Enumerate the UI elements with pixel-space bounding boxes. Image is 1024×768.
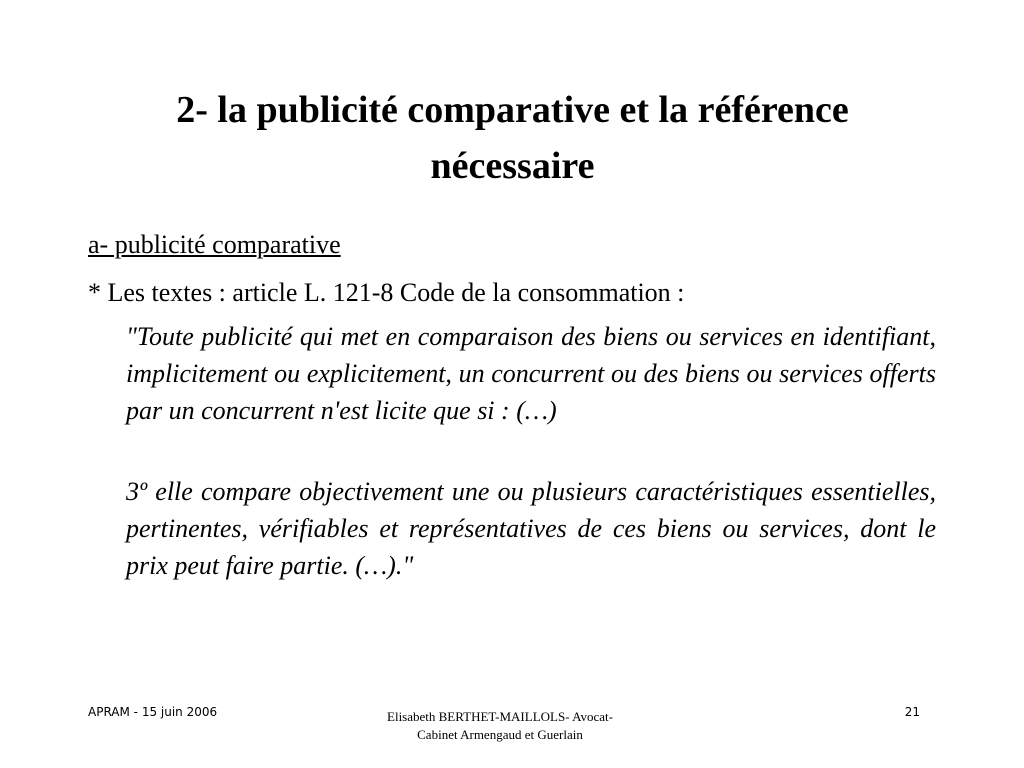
footer-event-date: APRAM - 15 juin 2006	[88, 705, 218, 719]
footer-author	[320, 708, 680, 744]
section-subheading: a- publicité comparative	[88, 230, 341, 259]
quote-paragraph-2: 3º elle compare objectivement une ou plusieurs caractéristiques essentielles, pertinentes, vérifiables et représentatives de ces biens ou services, dont le prix peut faire partie. (…)."	[126, 477, 936, 580]
page-number: 21	[904, 705, 920, 719]
slide-title: 2- la publicité comparative et la référence nécessaire	[176, 89, 849, 187]
quote-paragraph-1: "Toute publicité qui met en comparaison des biens ou services en identifiant, implicitement ou explicitement, un concurrent ou des biens ou services offerts par un concurrent n'est licite que si : (…)	[126, 322, 936, 425]
footer-author-line-1: Elisabeth BERTHET-MAILLOLS- Avocat-	[387, 709, 613, 724]
texts-reference-line: * Les textes : article L. 121-8 Code de la consommation :	[88, 278, 685, 307]
footer-author-line-2: Cabinet Armengaud et Guerlain	[417, 727, 583, 742]
